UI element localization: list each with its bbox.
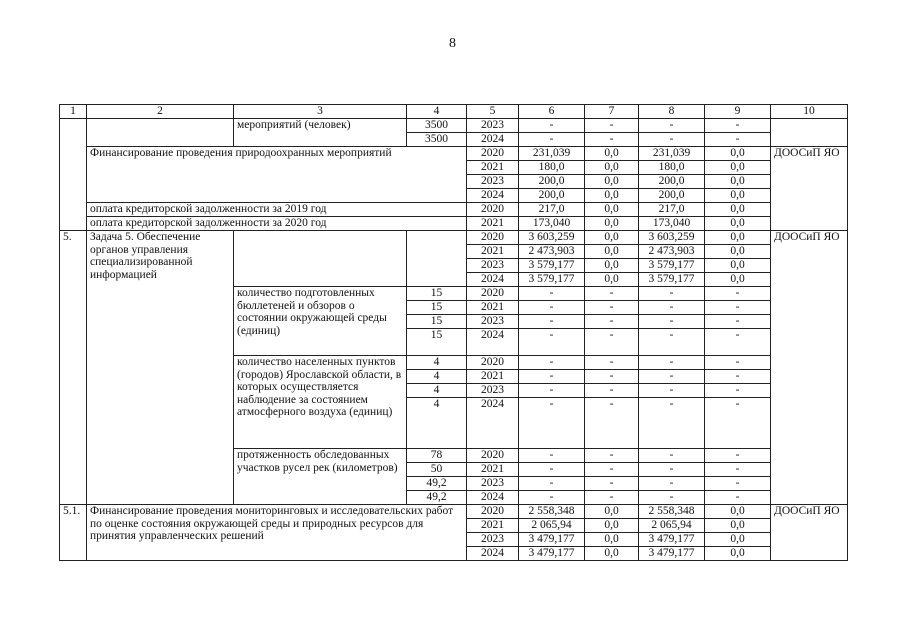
value-cell: - [585,491,639,505]
value-cell: - [705,491,771,505]
value-cell: 3 603,259 [639,231,705,245]
value-cell: 0,0 [585,189,639,203]
value-cell: - [519,315,585,329]
value-cell: 0,0 [705,547,771,561]
value-cell: - [705,384,771,398]
value-cell: - [705,287,771,301]
year-cell: 2020 [467,356,519,370]
value-cell: - [639,301,705,315]
value-cell: 2 473,903 [519,245,585,259]
value-cell: 3 603,259 [519,231,585,245]
value-cell: 231,039 [639,147,705,161]
value-cell: 0,0 [705,147,771,161]
indicator-label: протяженность обследованных участков русел рек (километров) [234,449,407,505]
value-cell: 2 473,903 [639,245,705,259]
value-cell: - [585,477,639,491]
value-cell: - [705,398,771,449]
task-number: 5. [60,231,87,505]
table-row [60,231,848,245]
indicator-label: количество населенных пунктов (городов) Ярославской области, в которых осуществляется наблюдение за состоянием атмосферного воздуха (единиц) [234,356,407,449]
executor-cell: ДООСиП ЯО [771,505,848,561]
value-cell: 0,0 [585,175,639,189]
value-cell: - [705,477,771,491]
task-label: Задача 5. Обеспечение органов управления специализированной информацией [87,231,234,505]
indicator-value: 4 [407,370,467,384]
value-cell: 3 579,177 [639,273,705,287]
indicator-value: 15 [407,287,467,301]
year-cell: 2020 [467,203,519,217]
value-cell: 0,0 [585,217,639,231]
indicator-value: 4 [407,398,467,449]
value-cell: 0,0 [705,217,771,231]
value-cell: 0,0 [585,273,639,287]
task-number: 5.1. [60,505,87,561]
table-row [60,119,848,133]
year-cell: 2024 [467,491,519,505]
name-cell-empty [87,119,234,147]
page-number: 8 [449,36,456,51]
value-cell: - [585,329,639,356]
value-cell: - [639,370,705,384]
value-cell: - [585,301,639,315]
year-cell: 2021 [467,370,519,384]
value-cell: - [585,356,639,370]
table-row [60,505,848,519]
value-cell: 200,0 [519,189,585,203]
value-cell: - [519,133,585,147]
value-cell: - [639,463,705,477]
header-cell: 5 [467,105,519,119]
value-cell: 231,039 [519,147,585,161]
value-cell: - [519,119,585,133]
value-cell: 0,0 [585,245,639,259]
value-cell: 0,0 [585,259,639,273]
value-cell: 3 579,177 [519,259,585,273]
header-row [60,105,848,119]
value-cell: - [639,315,705,329]
header-cell: 8 [639,105,705,119]
value-cell: 0,0 [585,147,639,161]
value-cell: - [585,463,639,477]
value-cell: 2 065,94 [519,519,585,533]
value-cell: - [705,301,771,315]
value-cell: - [705,329,771,356]
value-cell: - [519,491,585,505]
year-cell: 2021 [467,301,519,315]
year-cell: 2021 [467,161,519,175]
value-cell: 0,0 [705,203,771,217]
executor-cell: ДООСиП ЯО [771,147,848,231]
year-cell: 2020 [467,287,519,301]
indicator-value: 49,2 [407,477,467,491]
value-cell: - [639,119,705,133]
value-cell: - [519,477,585,491]
value-cell: 0,0 [705,519,771,533]
year-cell: 2020 [467,147,519,161]
value-cell: - [639,384,705,398]
value-cell: - [639,356,705,370]
year-cell: 2021 [467,245,519,259]
num-cell-empty [60,119,87,231]
value-cell: - [639,287,705,301]
value-cell: 200,0 [639,189,705,203]
value-cell: - [705,315,771,329]
value-cell: 0,0 [585,231,639,245]
value-cell: - [639,477,705,491]
year-cell: 2024 [467,189,519,203]
value-cell: - [519,463,585,477]
year-cell: 2020 [467,449,519,463]
value-cell: 2 065,94 [639,519,705,533]
year-cell: 2021 [467,463,519,477]
value-cell: - [519,301,585,315]
value-cell: - [519,384,585,398]
value-cell: - [705,133,771,147]
indicator-empty [234,231,407,287]
year-cell: 2020 [467,231,519,245]
indicator-value: 3500 [407,133,467,147]
year-cell: 2023 [467,315,519,329]
value-cell: 0,0 [705,189,771,203]
value-cell: 0,0 [585,505,639,519]
value-cell: - [705,119,771,133]
year-cell: 2024 [467,398,519,449]
header-cell: 10 [771,105,848,119]
value-cell: 173,040 [519,217,585,231]
debt-label: оплата кредиторской задолженности за 2020 год [87,217,467,231]
header-cell: 1 [60,105,87,119]
value-cell: 180,0 [639,161,705,175]
indicator-label: количество подготовленных бюллетеней и обзоров о состоянии окружающей среды (единиц) [234,287,407,356]
value-cell: 0,0 [705,161,771,175]
value-cell: 3 479,177 [639,533,705,547]
value-cell: 3 579,177 [519,273,585,287]
value-cell: - [519,398,585,449]
value-cell: - [519,370,585,384]
exec-cell-empty [771,119,848,147]
header-cell: 2 [87,105,234,119]
year-cell: 2024 [467,329,519,356]
program-table [59,104,848,561]
indicator-value: 78 [407,449,467,463]
value-cell: 0,0 [705,259,771,273]
value-cell: - [639,449,705,463]
table-row [60,217,848,231]
value-cell: 180,0 [519,161,585,175]
year-cell: 2023 [467,477,519,491]
year-cell: 2021 [467,217,519,231]
value-cell: 3 579,177 [639,259,705,273]
value-cell: - [585,449,639,463]
indicator-label: мероприятий (человек) [234,119,407,147]
year-cell: 2023 [467,119,519,133]
indicator-value-empty [407,231,467,287]
task-label: Финансирование проведения мониторинговых и исследовательских работ по оценке состояния окружающей среды и природных ресурсов для принятия управленческих решений [87,505,467,561]
value-cell: 0,0 [585,519,639,533]
value-cell: - [519,449,585,463]
value-cell: 0,0 [585,203,639,217]
executor-cell: ДООСиП ЯО [771,231,848,505]
value-cell: - [585,315,639,329]
value-cell: - [705,449,771,463]
header-cell: 9 [705,105,771,119]
value-cell: - [585,287,639,301]
value-cell: 0,0 [585,533,639,547]
value-cell: 200,0 [519,175,585,189]
value-cell: 3 479,177 [519,533,585,547]
year-cell: 2023 [467,175,519,189]
value-cell: - [705,370,771,384]
value-cell: 3 479,177 [639,547,705,561]
value-cell: 173,040 [639,217,705,231]
header-cell: 7 [585,105,639,119]
value-cell: 2 558,348 [519,505,585,519]
indicator-value: 49,2 [407,491,467,505]
indicator-value: 15 [407,329,467,356]
value-cell: 0,0 [705,175,771,189]
year-cell: 2024 [467,133,519,147]
value-cell: 2 558,348 [639,505,705,519]
value-cell: 217,0 [519,203,585,217]
value-cell: - [519,287,585,301]
value-cell: 0,0 [585,161,639,175]
value-cell: - [519,356,585,370]
value-cell: - [519,329,585,356]
table-row [60,147,848,161]
year-cell: 2020 [467,505,519,519]
indicator-value: 4 [407,384,467,398]
value-cell: - [639,329,705,356]
indicator-value: 3500 [407,119,467,133]
value-cell: 0,0 [705,505,771,519]
value-cell: 217,0 [639,203,705,217]
header-cell: 6 [519,105,585,119]
value-cell: - [585,384,639,398]
year-cell: 2024 [467,547,519,561]
indicator-value: 4 [407,356,467,370]
value-cell: - [705,356,771,370]
value-cell: - [705,463,771,477]
indicator-value: 15 [407,301,467,315]
year-cell: 2023 [467,259,519,273]
year-cell: 2024 [467,273,519,287]
value-cell: - [639,491,705,505]
year-cell: 2021 [467,519,519,533]
header-cell: 3 [234,105,407,119]
year-cell: 2023 [467,533,519,547]
value-cell: 0,0 [705,231,771,245]
financing-label: Финансирование проведения природоохранных мероприятий [87,147,467,203]
debt-label: оплата кредиторской задолженности за 2019 год [87,203,467,217]
value-cell: 0,0 [585,547,639,561]
value-cell: - [585,119,639,133]
indicator-value: 15 [407,315,467,329]
value-cell: 0,0 [705,245,771,259]
value-cell: - [585,370,639,384]
value-cell: 0,0 [705,273,771,287]
value-cell: - [639,133,705,147]
year-cell: 2023 [467,384,519,398]
header-cell: 4 [407,105,467,119]
indicator-value: 50 [407,463,467,477]
value-cell: 200,0 [639,175,705,189]
value-cell: - [585,398,639,449]
value-cell: - [639,398,705,449]
value-cell: 3 479,177 [519,547,585,561]
value-cell: - [585,133,639,147]
value-cell: 0,0 [705,533,771,547]
table-row [60,203,848,217]
